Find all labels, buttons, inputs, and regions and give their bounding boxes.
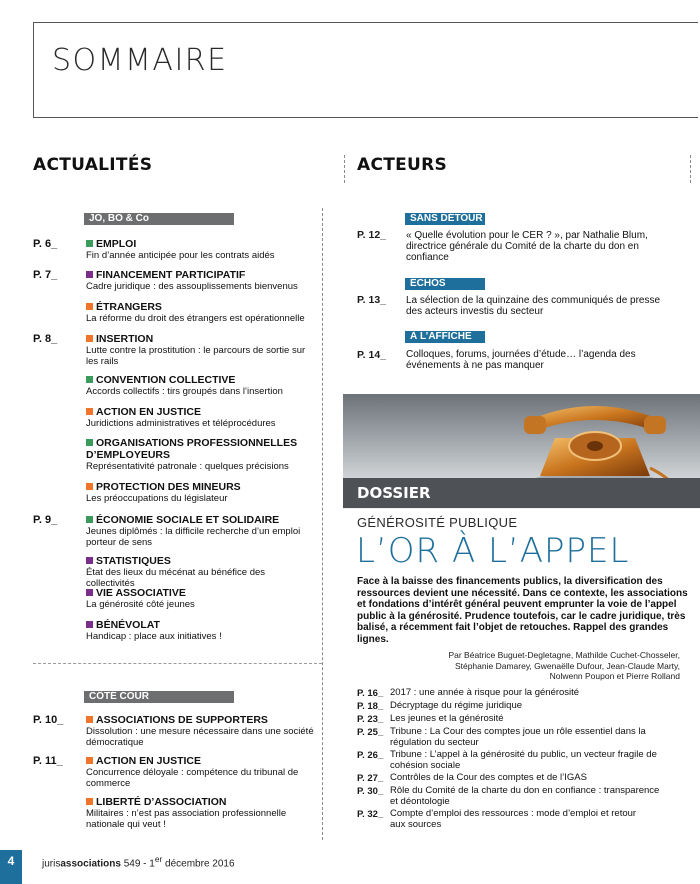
toc-entry-benevolat[interactable]	[86, 619, 311, 642]
page-title: SOMMAIRE	[52, 43, 228, 78]
green-square-icon	[86, 240, 93, 247]
page-number: P. 18_	[357, 701, 384, 712]
section-bar-a-l-affiche: À L’AFFICHE	[405, 331, 485, 343]
page-number: P. 30_	[357, 786, 384, 797]
title-box	[33, 22, 698, 118]
brand-name: associations	[60, 858, 121, 870]
page-number: P. 32_	[357, 809, 384, 820]
issue-number: 549 - 1	[123, 858, 155, 870]
page-number: P. 25_	[357, 727, 384, 738]
section-bar-jo-bo: JO, BO & Co	[84, 213, 234, 225]
toc-entry-vie-associative[interactable]	[86, 587, 311, 610]
entry-title: LIBERTÉ D’ASSOCIATION	[96, 796, 227, 808]
orange-square-icon	[86, 798, 93, 805]
green-square-icon	[86, 516, 93, 523]
actualites-heading: ACTUALITÉS	[33, 155, 153, 175]
toc-entry-ess[interactable]	[86, 514, 311, 548]
entry-title: ASSOCIATIONS DE SUPPORTERS	[96, 714, 268, 726]
entry-desc: Dissolution : une mesure nécessaire dans une société démocratique	[86, 726, 314, 748]
toc-entry-supporters[interactable]	[86, 714, 316, 748]
entry-desc: Jeunes diplômés : la difficile recherche d’un emploi porteur de sens	[86, 526, 301, 548]
entry-title: ACTION EN JUSTICE	[96, 755, 202, 767]
toc-entry-protection[interactable]	[86, 481, 311, 504]
page-number: P. 27_	[357, 773, 384, 784]
page-number: P. 9_	[33, 514, 58, 526]
dossier-item[interactable]: 2017 : une année à risque pour la générosité	[390, 687, 580, 698]
page-number: P. 13_	[357, 294, 387, 306]
dossier-item[interactable]: Les jeunes et la générosité	[390, 713, 504, 724]
toc-entry-convention[interactable]	[86, 374, 311, 397]
purple-square-icon	[86, 621, 93, 628]
entry-desc: Juridictions administratives et téléprocédures	[86, 418, 276, 429]
purple-square-icon	[86, 271, 93, 278]
orange-square-icon	[86, 757, 93, 764]
entry-desc: Représentativité patronale : quelques précisions	[86, 461, 289, 472]
footer-issue	[42, 854, 235, 869]
orange-square-icon	[86, 303, 93, 310]
entry-desc: Cadre juridique : des assouplissements bienvenus	[86, 281, 298, 292]
dossier-lead: Face à la baisse des financements publics, la diversification des ressources devient une nécessité. Dans ce contexte, les associations et fondations d’intérêt général peuvent emprunter la voie de l’appel public à la générosité. Prudence toutefois, car le cadre juridique, très balisé, a récemment fait l’objet de retouches. Rappel des grandes lignes.	[357, 576, 688, 645]
orange-square-icon	[86, 408, 93, 415]
toc-entry-etrangers[interactable]	[86, 301, 311, 324]
section-separator	[33, 663, 322, 664]
entry-title: ORGANISATIONS PROFESSIONNELLES	[96, 437, 298, 449]
brand-prefix: juris	[42, 858, 61, 870]
toc-entry-financement[interactable]	[86, 269, 311, 292]
section-bar-cote-cour: CÔTÉ COUR	[84, 691, 234, 703]
left-column-divider	[322, 208, 323, 840]
entry-desc: Les préoccupations du législateur	[86, 493, 228, 504]
section-bar-echos: ÉCHOS	[405, 278, 485, 290]
entry-title-line2: D’EMPLOYEURS	[86, 449, 171, 461]
issue-superscript: er	[154, 854, 163, 864]
orange-square-icon	[86, 716, 93, 723]
acteurs-entry-echos[interactable]: La sélection de la quinzaine des communiqués de presse des acteurs investis du secteur	[406, 295, 661, 317]
dossier-item[interactable]: Tribune : La Cour des comptes joue un rôle essentiel dans la régulation du secteur	[390, 726, 646, 748]
entry-title: ÉCONOMIE SOCIALE ET SOLIDAIRE	[96, 514, 280, 526]
page-number: P. 14_	[357, 349, 387, 361]
toc-entry-liberte[interactable]	[86, 796, 316, 830]
toc-entry-action-justice[interactable]	[86, 406, 311, 429]
page-number: P. 23_	[357, 714, 384, 725]
entry-title: BÉNÉVOLAT	[96, 619, 160, 631]
entry-desc: Lutte contre la prostitution : le parcours de sortie sur les rails	[86, 345, 306, 367]
dossier-item[interactable]: Décryptage du régime juridique	[390, 700, 523, 711]
entry-desc: Militaires : n’est pas association professionnelle nationale qui veut !	[86, 808, 287, 830]
entry-desc: Concurrence déloyale : compétence du tribunal de commerce	[86, 767, 299, 789]
page-number: P. 10_	[33, 714, 64, 726]
entry-title: FINANCEMENT PARTICIPATIF	[96, 269, 246, 281]
entry-title: CONVENTION COLLECTIVE	[96, 374, 236, 386]
page-number: P. 26_	[357, 750, 384, 761]
page-number-badge: 4	[0, 850, 22, 884]
dossier-item[interactable]: Contrôles de la Cour des comptes et de l’IGAS	[390, 772, 587, 783]
dossier-kicker: GÉNÉROSITÉ PUBLIQUE	[357, 515, 518, 530]
acteurs-heading: ACTEURS	[357, 155, 448, 175]
issue-date: décembre 2016	[165, 858, 235, 870]
purple-square-icon	[86, 589, 93, 596]
page-number: P. 11_	[33, 755, 63, 767]
orange-square-icon	[86, 335, 93, 342]
acteurs-entry-sans-detour[interactable]: « Quelle évolution pour le CER ? », par Nathalie Blum, directrice générale du Comité de la charte du don en confiance	[406, 230, 648, 263]
entry-title: STATISTIQUES	[96, 555, 171, 567]
toc-entry-insertion[interactable]	[86, 333, 311, 367]
purple-square-icon	[86, 557, 93, 564]
entry-desc: Accords collectifs : tirs groupés dans l’insertion	[86, 386, 283, 397]
entry-desc: La générosité côté jeunes	[86, 599, 195, 610]
entry-desc: Fin d’année anticipée pour les contrats aidés	[86, 250, 275, 261]
dossier-item[interactable]: Rôle du Comité de la charte du don en confiance : transparence et déontologie	[390, 785, 660, 807]
column-divider-right	[690, 155, 691, 183]
toc-entry-organisations[interactable]	[86, 437, 311, 472]
entry-title: VIE ASSOCIATIVE	[96, 587, 186, 599]
acteurs-entry-a-l-affiche[interactable]: Colloques, forums, journées d’étude… l’agenda des événements à ne pas manquer	[406, 349, 636, 371]
dossier-label: DOSSIER	[343, 478, 700, 508]
green-square-icon	[86, 439, 93, 446]
entry-title: EMPLOI	[96, 238, 137, 250]
entry-title: ÉTRANGERS	[96, 301, 162, 313]
dossier-item[interactable]: Tribune : L’appel à la générosité du public, un vecteur fragile de cohésion sociale	[390, 749, 657, 771]
dossier-item[interactable]: Compte d’emploi des ressources : mode d’emploi et retour aux sources	[390, 808, 637, 830]
entry-title: ACTION EN JUSTICE	[96, 406, 202, 418]
page-number: P. 12_	[357, 229, 387, 241]
entry-desc: État des lieux du mécénat au bénéfice des collectivités	[86, 567, 266, 589]
page-number: P. 7_	[33, 269, 58, 281]
entry-title: INSERTION	[96, 333, 154, 345]
section-bar-sans-detour: SANS DÉTOUR	[405, 213, 485, 225]
page-number: P. 6_	[33, 238, 58, 250]
dossier-headline: L’OR À L’APPEL	[356, 531, 630, 571]
orange-square-icon	[86, 483, 93, 490]
page-number: P. 16_	[357, 688, 384, 699]
golden-telephone-image	[510, 398, 680, 490]
green-square-icon	[86, 376, 93, 383]
toc-entry-statistiques[interactable]	[86, 555, 311, 589]
column-divider-top	[344, 155, 345, 183]
page-number: P. 8_	[33, 333, 58, 345]
entry-title: PROTECTION DES MINEURS	[96, 481, 241, 493]
toc-entry-emploi[interactable]	[86, 238, 311, 261]
dossier-authors: Par Béatrice Buguet-Degletagne, Mathilde Cuchet-Chosseler, Stéphanie Damarey, Gwenaëlle Dufour, Jean-Claude Marty, Nolwenn Poupon et Pierre Rolland	[448, 650, 680, 681]
toc-entry-action-justice-2[interactable]	[86, 755, 316, 789]
entry-desc: La réforme du droit des étrangers est opérationnelle	[86, 313, 305, 324]
entry-desc: Handicap : place aux initiatives !	[86, 631, 222, 642]
